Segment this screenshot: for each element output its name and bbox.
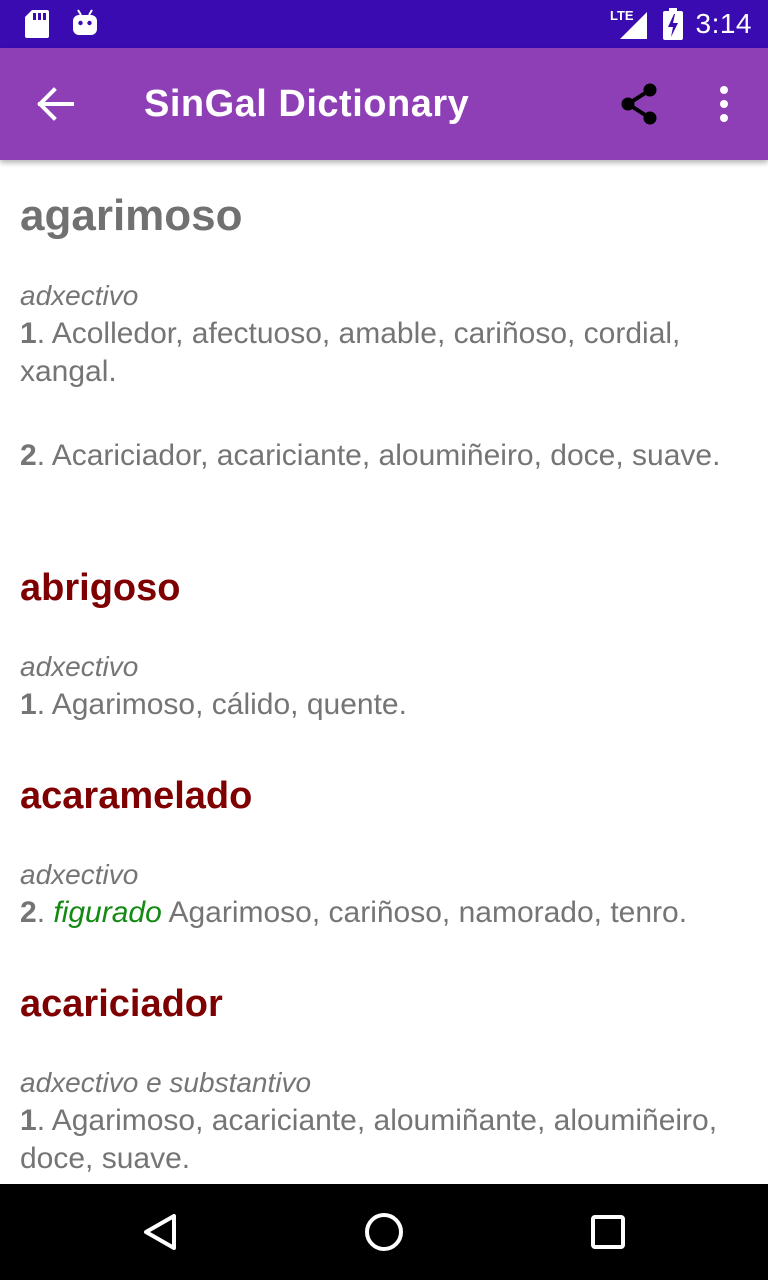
share-icon[interactable]: [616, 80, 664, 128]
sense: 1. Agarimoso, acariciante, aloumiñante, aloumiñeiro, doce, suave.: [20, 1104, 718, 1175]
sense-text: Agarimoso, acariciante, aloumiñante, aloumiñeiro, doce, suave.: [20, 1104, 718, 1175]
sense-number: 1: [20, 317, 37, 350]
part-of-speech: adxectivo e substantivo: [20, 1067, 312, 1098]
sense-text: Agarimoso, cariñoso, namorado, tenro.: [161, 896, 688, 929]
entry-acaramelado: [20, 772, 740, 932]
network-type-label: LTE: [610, 8, 634, 23]
status-bar: [0, 0, 768, 48]
related-headword[interactable]: acariciador: [20, 983, 223, 1025]
part-of-speech: adxectivo: [20, 280, 139, 311]
sense: 2. Acariciador, acariciante, aloumiñeiro, doce, suave.: [20, 439, 721, 472]
entry-agarimoso: [20, 192, 740, 475]
entry-acariciador: [20, 980, 740, 1178]
related-headword[interactable]: abrigoso: [20, 567, 181, 609]
entry-abrigoso: [20, 564, 740, 724]
related-headword[interactable]: acaramelado: [20, 775, 253, 817]
sense-text: Acolledor, afectuoso, amable, cariñoso, cordial, xangal.: [20, 317, 681, 388]
recents-square-icon[interactable]: [584, 1208, 632, 1256]
sense-qualifier: figurado: [53, 896, 162, 929]
part-of-speech: adxectivo: [20, 651, 139, 682]
navigation-bar: [0, 1184, 768, 1280]
battery-charging-icon: [662, 8, 684, 40]
app-bar: [0, 48, 768, 160]
more-vert-icon[interactable]: [708, 80, 740, 128]
sense-text: Agarimoso, cálido, quente.: [45, 688, 407, 721]
back-arrow-icon[interactable]: [32, 84, 80, 124]
sense: 1. Acolledor, afectuoso, amable, cariñoso, cordial, xangal.: [20, 317, 681, 388]
sense-text: Acariciador, acariciante, aloumiñeiro, doce, suave.: [45, 439, 721, 472]
sense-number: 2: [20, 439, 37, 472]
sd-card-icon: [24, 9, 50, 39]
dictionary-content[interactable]: [0, 160, 768, 1184]
part-of-speech: adxectivo: [20, 859, 139, 890]
sense-number: 1: [20, 1104, 37, 1137]
signal-icon: [616, 12, 648, 40]
sense-number: 2: [20, 896, 37, 929]
clock: 3:14: [695, 8, 752, 39]
sense: 1. Agarimoso, cálido, quente.: [20, 688, 407, 721]
android-icon: [72, 9, 98, 37]
headword: agarimoso: [20, 191, 243, 240]
sense-number: 1: [20, 688, 37, 721]
page-title: SinGal Dictionary: [144, 83, 470, 125]
back-triangle-icon[interactable]: [136, 1208, 184, 1256]
home-circle-icon[interactable]: [360, 1208, 408, 1256]
sense: 2. figurado Agarimoso, cariñoso, namorado, tenro.: [20, 896, 688, 929]
